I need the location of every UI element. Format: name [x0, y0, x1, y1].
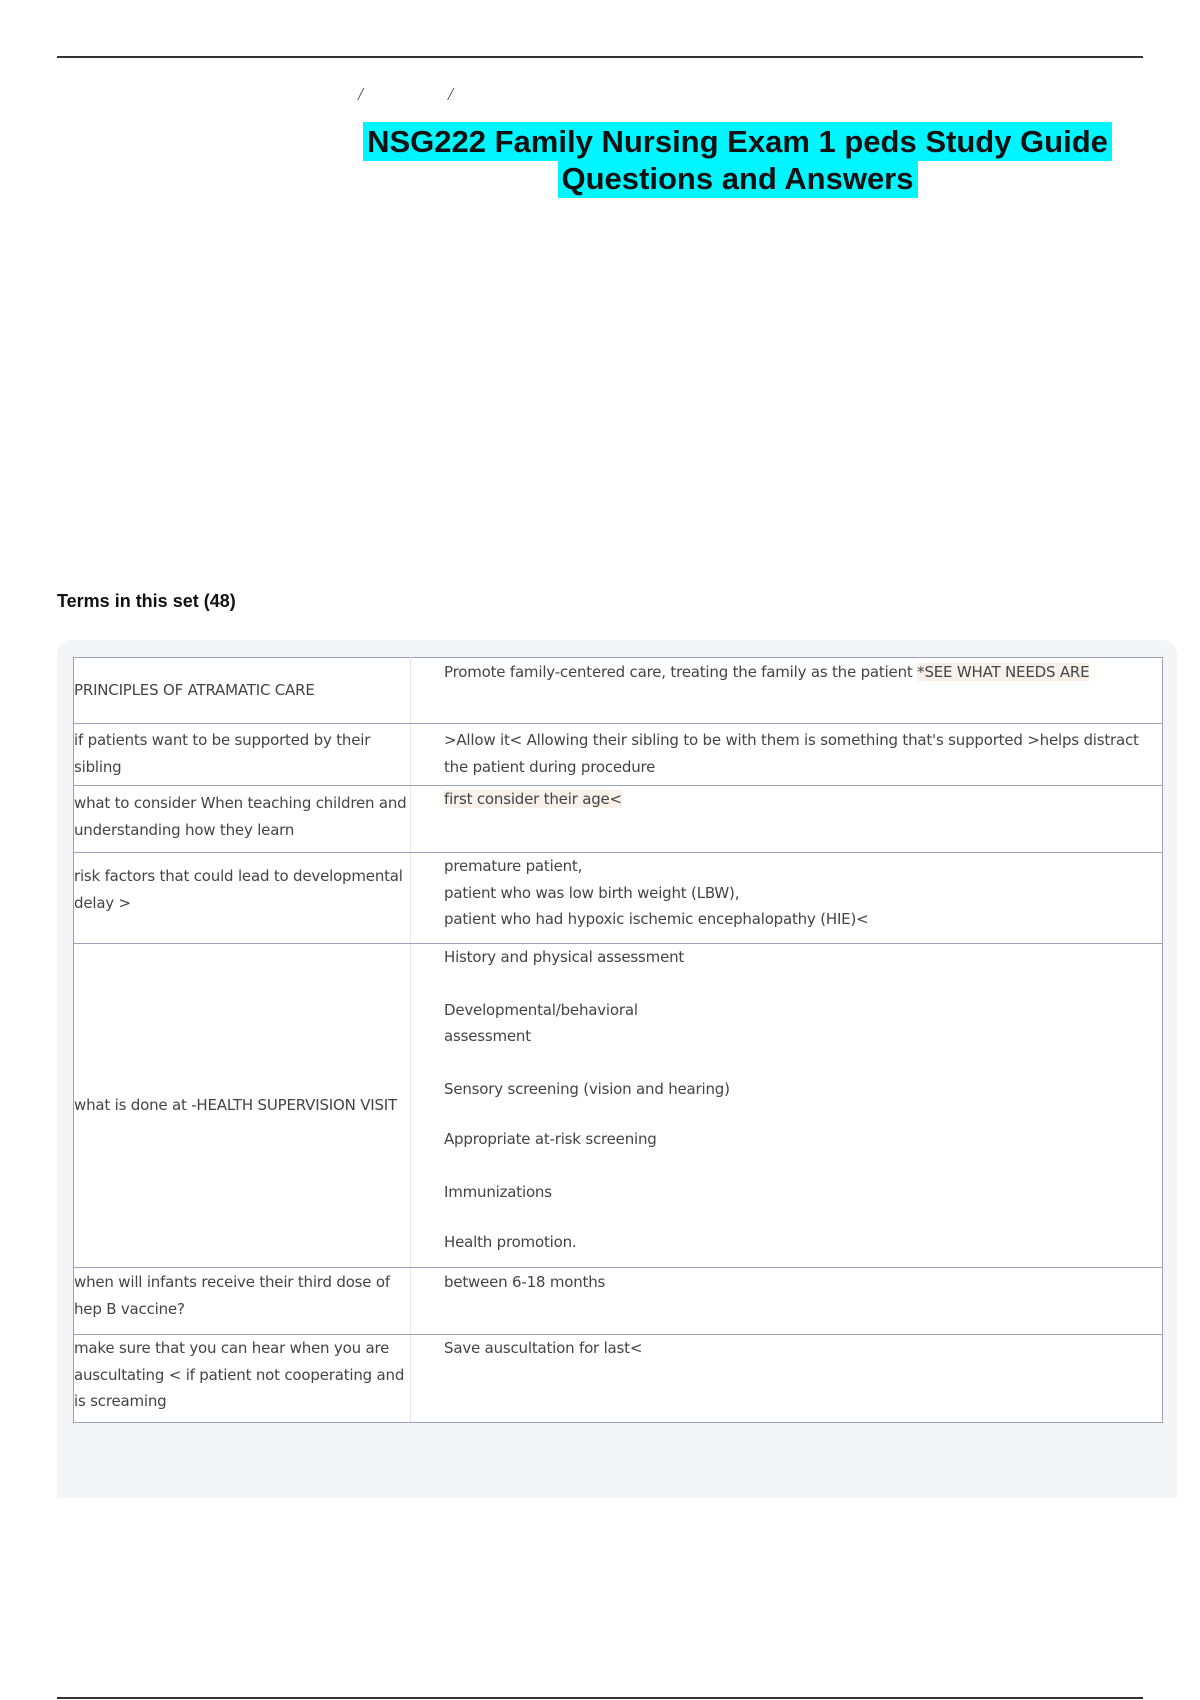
table-row: [74, 1335, 1163, 1423]
terms-table: [73, 657, 1163, 1423]
term-cell: make sure that you can hear when you are auscultating < if patient not cooperating and is screaming: [74, 1335, 411, 1423]
table-row: [74, 944, 1163, 1268]
term-cell: what to consider When teaching children and understanding how they learn: [74, 786, 411, 853]
definition-line: History and physical assessment: [444, 948, 685, 966]
definition-line: Developmental/behavioral assessment: [444, 1000, 638, 1045]
definition-cell: between 6-18 months: [411, 1268, 1163, 1335]
slash-mark: /: [448, 84, 454, 104]
definition-line: patient who was low birth weight (LBW),: [444, 883, 740, 902]
title-line-1: NSG222 Family Nursing Exam 1 peds Study Guide: [363, 122, 1112, 161]
table-row: [74, 786, 1163, 853]
definition-cell: [411, 853, 1163, 944]
table-row: [74, 724, 1163, 786]
definition-cell: Save auscultation for last<: [411, 1335, 1163, 1423]
definition-line: Health promotion.: [444, 1233, 577, 1251]
title-line-2: Questions and Answers: [558, 159, 918, 198]
definition-line: patient who had hypoxic ischemic encephalopathy (HIE)<: [444, 910, 869, 928]
document-title: [360, 123, 1115, 197]
definition-highlight: first consider their age<: [444, 790, 622, 808]
term-cell: what is done at -HEALTH SUPERVISION VISIT: [74, 944, 411, 1268]
terms-count-heading: Terms in this set (48): [57, 591, 236, 611]
definition-line: Sensory screening (vision and hearing): [444, 1079, 730, 1098]
table-row: [74, 658, 1163, 724]
definition-highlight: *SEE WHAT NEEDS ARE: [917, 663, 1090, 681]
definition-cell: [411, 658, 1163, 724]
definition-line: Immunizations: [444, 1182, 552, 1201]
definition-line: Appropriate at-risk screening: [444, 1130, 657, 1148]
definition-cell: [411, 944, 1163, 1268]
bottom-rule: [57, 1697, 1143, 1699]
table-row: [74, 1268, 1163, 1335]
term-cell: risk factors that could lead to developmental delay >: [74, 853, 411, 944]
term-cell: when will infants receive their third dose of hep B vaccine?: [74, 1268, 411, 1335]
definition-text: Promote family-centered care, treating the family as the patient: [444, 663, 918, 681]
table-row: [74, 853, 1163, 944]
definition-line: premature patient,: [444, 857, 583, 875]
definition-cell: >Allow it< Allowing their sibling to be with them is something that's supported >helps distract the patient during procedure: [411, 724, 1163, 786]
top-rule: [57, 56, 1143, 58]
slash-mark: /: [358, 84, 364, 104]
term-cell: if patients want to be supported by their sibling: [74, 724, 411, 786]
definition-cell: [411, 786, 1163, 853]
term-cell: PRINCIPLES OF ATRAMATIC CARE: [74, 658, 411, 724]
